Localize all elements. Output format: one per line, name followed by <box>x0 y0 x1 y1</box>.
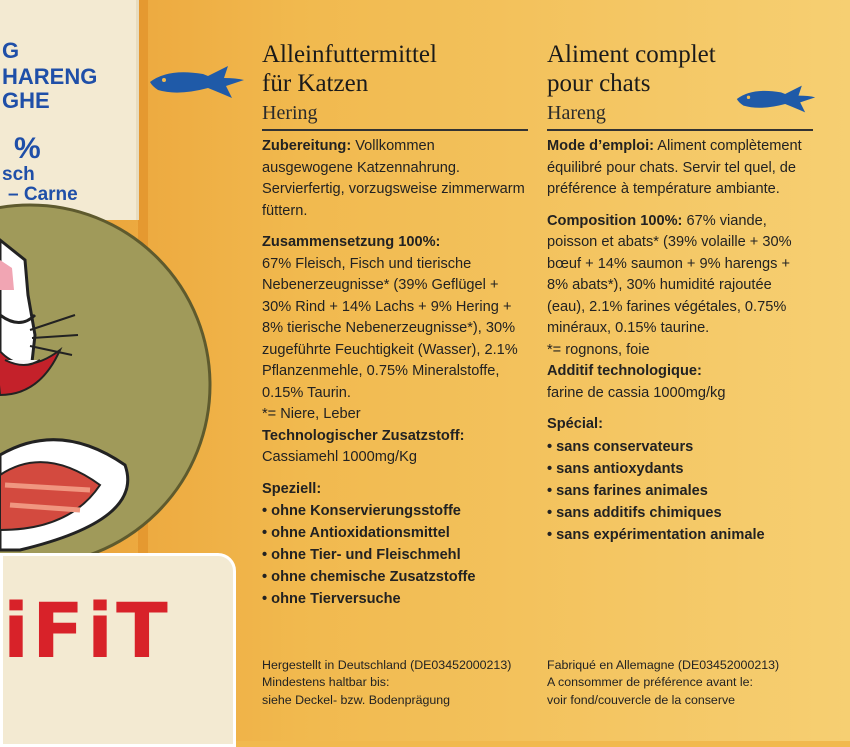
composition-label: Composition 100%: <box>547 212 683 229</box>
title-line2: für Katzen <box>262 70 369 97</box>
german-column <box>262 40 528 610</box>
list-item: • sans conservateurs <box>547 436 813 458</box>
product-name-line3: GHE <box>2 88 50 113</box>
list-item: • ohne Tier- und Fleischmehl <box>262 544 528 566</box>
subtitle: Hareng <box>547 101 813 131</box>
subtitle: Hering <box>262 101 528 131</box>
footer-line: Hergestellt in Deutschland (DE03452000213) <box>262 658 512 672</box>
composition-line2: – Carne <box>8 184 78 205</box>
composition-text: 67% viande, poisson et abats* (39% volaille + 30% bœuf + 14% saumon + 9% harengs + 8% abats*), 30% humidité rajoutée (eau), 2.1% farines végétales, 0.75% minéraux, 0.15% taurine. <box>547 212 792 336</box>
additive-text: farine de cassia 1000mg/kg <box>547 384 726 401</box>
footnote: *= Niere, Leber <box>262 406 361 422</box>
cat-illustration <box>0 220 140 560</box>
product-name-line2: HARENG <box>2 64 98 89</box>
german-footer <box>262 657 511 709</box>
title-line1: Aliment complet <box>547 41 716 68</box>
special-list <box>262 500 528 610</box>
special-label: Spécial: <box>547 416 603 432</box>
french-column <box>547 40 813 546</box>
french-footer <box>547 657 779 709</box>
list-item: • sans antioxydants <box>547 458 813 480</box>
special-list <box>547 436 813 546</box>
list-item: • sans expérimentation animale <box>547 524 813 546</box>
footer-line: voir fond/couvercle de la conserve <box>547 692 736 707</box>
additive-label: Technologischer Zusatzstoff: <box>262 427 465 444</box>
list-item: • sans additifs chimiques <box>547 502 813 524</box>
additive-text: Cassiamehl 1000mg/Kg <box>262 449 417 465</box>
preparation <box>547 136 813 201</box>
footer-line: siehe Deckel- bzw. Bodenprägung <box>262 692 451 707</box>
list-item: • ohne Antioxidationsmittel <box>262 522 528 544</box>
preparation-text: Vollkommen ausgewogene Katzennahrung. Servierfertig, vorzugsweise zimmerwarm füttern. <box>262 138 525 219</box>
brand-logo: iFiT <box>3 586 171 675</box>
preparation <box>262 136 528 222</box>
list-item: • ohne chemische Zusatzstoffe <box>262 566 528 588</box>
additive-label: Additif technologique: <box>547 363 702 379</box>
title-line1: Alleinfuttermittel <box>262 41 437 68</box>
footer-line: A consommer de préférence avant le: <box>547 675 753 690</box>
fish-icon <box>148 64 246 100</box>
brand-panel <box>0 553 236 747</box>
composition <box>547 211 813 340</box>
title-line2: pour chats <box>547 70 651 97</box>
percentage: % <box>14 132 41 165</box>
footer-line: Mindestens haltbar bis: <box>262 675 390 690</box>
preparation-label: Mode d’emploi: <box>547 138 655 154</box>
composition-label: Zusammensetzung 100%: <box>262 234 441 250</box>
special-label: Speziell: <box>262 480 322 497</box>
footnote: *= rognons, foie <box>547 341 650 358</box>
list-item: • ohne Tierversuche <box>262 588 528 610</box>
preparation-label: Zubereitung: <box>262 138 352 154</box>
left-label-panel <box>0 0 171 741</box>
list-item: • sans farines animales <box>547 480 813 502</box>
footer-line: Fabriqué en Allemagne (DE03452000213) <box>547 658 780 672</box>
composition-line1: sch <box>2 164 35 185</box>
composition-text: 67% Fleisch, Fisch und tierische Nebenerzeugnisse* (39% Geflügel + 30% Rind + 14% Lachs + 9% Hering + 8% tierische Nebenerzeugnisse*), 30% zugeführte Feuchtigkeit (Wasser), 2.1% Pflanzenmehle, 0.75% Mineralstoffe, 0.15% Taurin. <box>262 255 518 401</box>
list-item: • ohne Konservierungsstoffe <box>262 500 528 522</box>
preparation-text: Aliment complètement équilibré pour chats. Servir tel quel, de préférence à température ambiante. <box>547 138 802 197</box>
product-name-panel <box>0 0 139 220</box>
product-name-line1: G <box>2 38 20 63</box>
